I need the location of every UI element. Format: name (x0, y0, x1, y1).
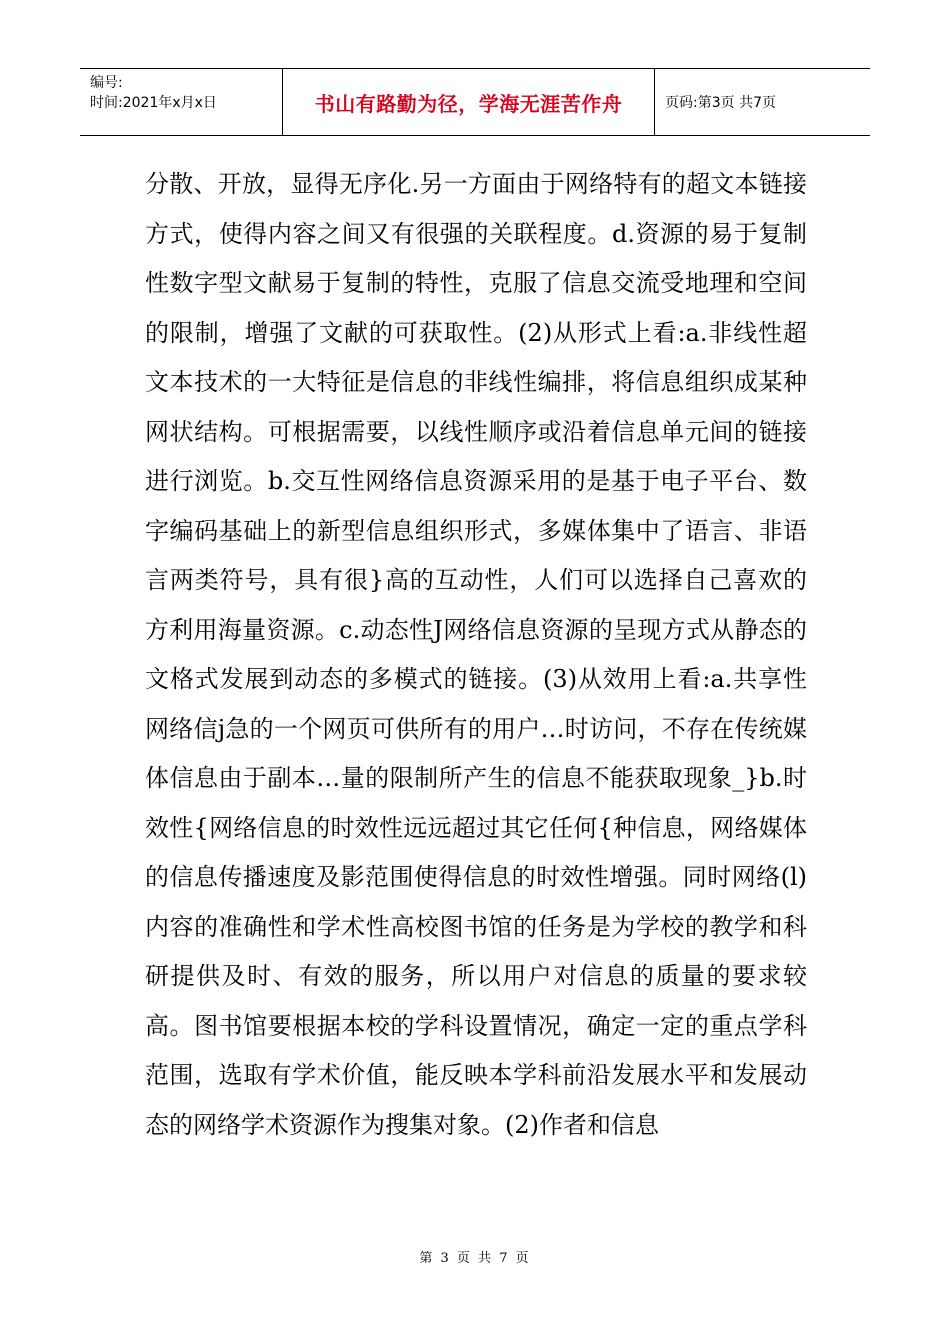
document-date: 时间:2021年x月x日 (90, 95, 217, 111)
page-footer: 第 3 页 共 7 页 (419, 1251, 531, 1266)
body-paragraph: 分散、开放，显得无序化.另一方面由于网络特有的超文本链接方式，使得内容之间又有很强的关联程度。d.资源的易于复制性数字型文献易于复制的特性，克服了信息交流受地理和空间的限制，增强了文献的可获取性。(2)从形式上看:a.非线性超文本技术的一大特征是信息的非线性编排，将信息组织成某种网状结构。可根据需要，以线性顺序或沿着信息单元间的链接进行浏览。b.交互性网络信息资源采用的是基于电子平台、数字编码基础上的新型信息组织形式，多媒体集中了语言、非语言两类符号，具有很}高的互动性，人们可以选择自己喜欢的方利用海量资源。c.动态性J网络信息资源的呈现方式从静态的文格式发展到动态的多模式的链接。(3)从效用上看:a.共享性网络信j急的一个网页可供所有的用户…时访问，不存在传统媒体信息由于副本…量的限制所产生的信息不能获取现象_}b.时效性{网络信息的时效性远远超过其它任何{种信息，网络媒体的信息传播速度及影范围使得信息的时效性增强。同时网络(l)内容的准确性和学术性高校图书馆的任务是为学校的教学和科研提供及时、有效的服务，所以用户对信息的质量的要求较高。图书馆要根据本校的学科设置情况，确定一定的重点学科范围，选取有学术价值，能反映本学科前沿发展水平和发展动态的网络学术资源作为搜集对象。(2)作者和信息 (145, 170, 807, 1139)
document-number-label: 编号: (90, 75, 123, 91)
header-page-code: 页码:第3页 共7页 (665, 95, 776, 111)
header-motto: 书山有路勤为径，学海无涯苦作舟 (283, 69, 655, 135)
document-body (145, 160, 807, 1150)
header-meta (80, 69, 283, 135)
page-header (80, 68, 870, 136)
